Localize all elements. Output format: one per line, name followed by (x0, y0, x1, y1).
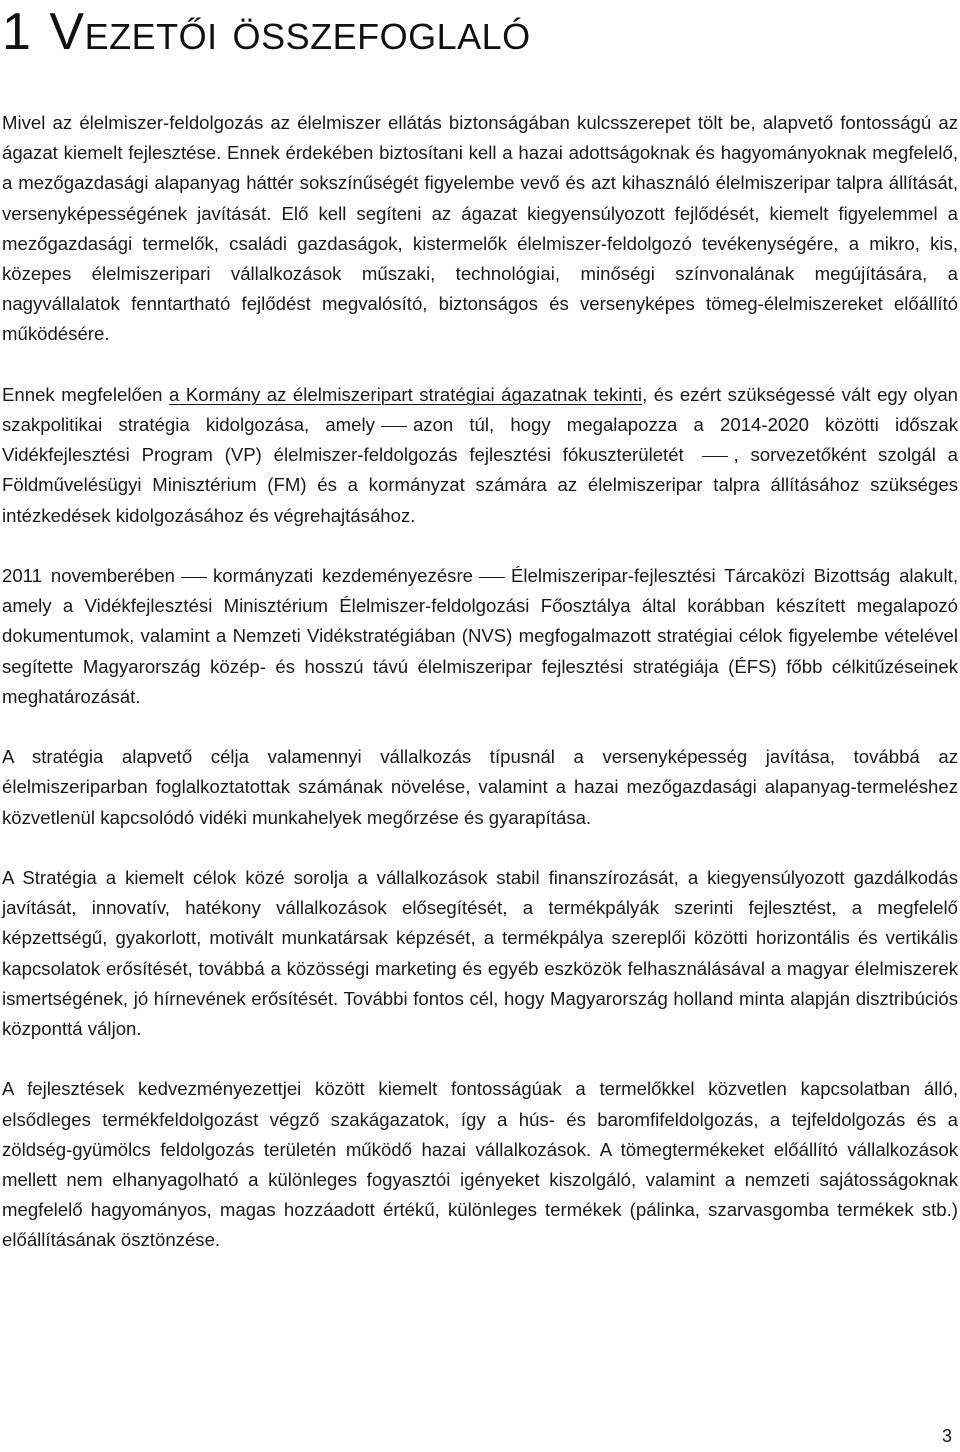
paragraph-1: Mivel az élelmiszer-feldolgozás az élelmiszer ellátás biztonságában kulcsszerepet tölt be, alapvető fontosságú az ágazat kiemelt fejlesztése. Ennek érdekében biztosítani kell a hazai adottságoknak és hagyományoknak megfelelő, a mezőgazdasági alapanyag háttér sokszínűségét figyelembe vevő és azt kihasználó élelmiszeripar talpra állítását, versenyképességének javítását. Elő kell segíteni az ágazat kiegyensúlyozott fejlődését, kiemelt figyelemmel a mezőgazdasági termelők, családi gazdaságok, kistermelők élelmiszer-feldolgozó tevékenységére, a mikro, kis, közepes élelmiszeripari vállalkozások műszaki, technológiai, minőségi színvonalának megújítására, a nagyvállalatok fenntartható fejlődést megvalósító, biztonságos és versenyképes tömeg-élelmiszereket előállító működésére. (2, 112, 958, 345)
paragraph-4: A stratégia alapvető célja valamennyi vállalkozás típusnál a versenyképesség javítása, továbbá az élelmiszeriparban foglalkoztatottak számának növelése, valamint a hazai mezőgazdasági alapanyag-termeléshez közvetlenül kapcsolódó vidéki munkahelyek megőrzése és gyarapítása. (2, 746, 958, 828)
section-heading (2, 0, 531, 64)
paragraph-2-text-c: azon túl, hogy megalapozza a 2014-2020 közötti időszak Vidékfejlesztési Program (VP) élelmiszer-feldolgozás fejlesztési fókuszterületét (2, 414, 958, 466)
paragraph-2-emphasis: a Kormány az élelmiszeripart stratégiai ágazatnak tekinti (169, 383, 643, 405)
page-number: 3 (941, 1426, 952, 1446)
paragraph-6: A fejlesztések kedvezményezettjei között kiemelt fontosságúak a termelőkkel közvetlen kapcsolatban álló, elsődleges termékfeldolgozást végző szakágazatok, így a hús- és baromfifeldolgozás, a tejfeldolgozás és a zöldség-gyümölcs feldolgozás területén működő hazai vállalkozások. A tömegtermékeket előállító vállalkozások mellett nem elhanyagolható a különleges fogyasztói igényeket kiszolgáló, valamint a nemzeti sajátosságoknak megfelelő hagyományos, magas hozzáadott értékű, különleges termékek (pálinka, szarvasgomba termékek stb.) előállításának ösztönzése. (2, 1078, 958, 1251)
section-title: Vezetői összefoglaló (49, 3, 531, 61)
paragraph-3-text-a: 2011 novemberében (2, 565, 175, 587)
paragraph-3 (2, 561, 958, 712)
paragraph-3-text-b: kormányzati kezdeményezésre (212, 565, 473, 587)
document-body (2, 108, 958, 1256)
paragraph-2-text-d: , sorvezetőként szolgál a Földművelésügyi Minisztérium (FM) és a kormányzat számára az élelmiszeripar talpra állításához szükséges intézkedések kidolgozásához és végrehajtásához. (2, 444, 959, 526)
paragraph-3-text-c: Élelmiszeripar-fejlesztési Tárcaközi Bizottság alakult, amely a Vidékfejlesztési Minisztérium Élelmiszer-feldolgozási Főosztálya által korábban készített megalapozó dokumentumok, valamint a Nemzeti Vidékstratégiában (NVS) megfogalmazott stratégiai célok figyelembe vételével segítette Magyarország közép- és hosszú távú élelmiszeripar fejlesztési stratégiája (ÉFS) főbb célkitűzéseinek meghatározását. (2, 565, 958, 707)
section-number: 1 (2, 3, 32, 61)
paragraph-2-text-b: , és ezért szükségessé vált egy olyan szakpolitikai stratégia kidolgozása, amely (2, 383, 959, 436)
em-dash (181, 577, 207, 578)
paragraph-2-text-a: Ennek megfelelően (2, 383, 163, 405)
em-dash (479, 577, 505, 578)
paragraph-2 (2, 380, 958, 531)
em-dash (381, 426, 407, 427)
em-dash (702, 456, 728, 457)
paragraph-5: A Stratégia a kiemelt célok közé sorolja a vállalkozások stabil finanszírozását, a kiegyensúlyozott gazdálkodás javítását, innovatív, hatékony vállalkozások elősegítését, a termékpályák szerinti fejlesztést, a megfelelő képzettségű, gyakorlott, motivált munkatársak képzését, a termékpálya szereplői közötti horizontális és vertikális kapcsolatok erősítését, továbbá a közösségi marketing és egyéb eszközök felhasználásával a magyar élelmiszerek ismertségének, jó hírnevének erősítését. További fontos cél, hogy Magyarország holland minta alapján disztribúciós központtá váljon. (2, 867, 958, 1040)
